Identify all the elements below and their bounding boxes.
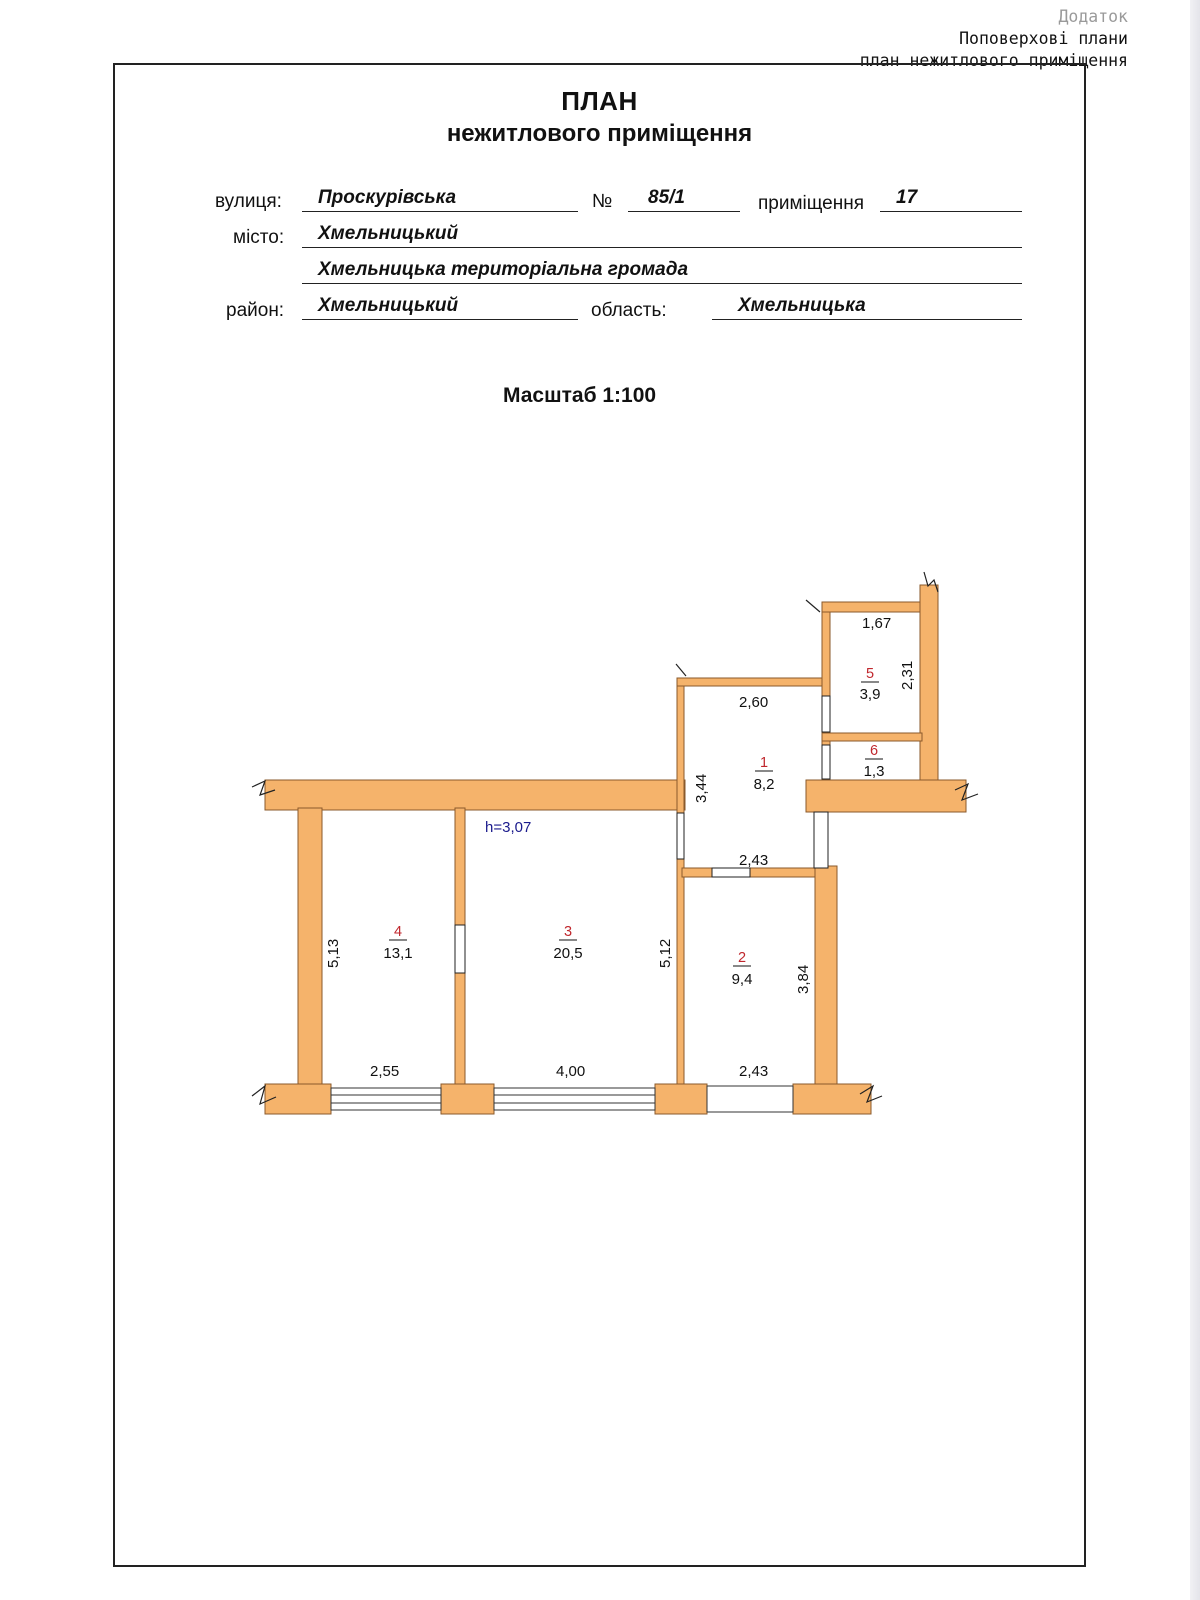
windows [331, 1086, 793, 1112]
room-area: 8,2 [753, 776, 775, 793]
oblast-label: область: [591, 300, 667, 321]
room-area: 1,3 [863, 763, 885, 780]
room-area: 20,5 [553, 945, 583, 962]
door-1-5 [822, 696, 830, 732]
dim-260: 2,60 [739, 694, 769, 711]
window-room4 [331, 1088, 441, 1110]
dim-255: 2,55 [370, 1063, 400, 1080]
oblast-value: Хмельницька [738, 295, 866, 316]
break-marks [252, 572, 978, 1104]
annex-line-1: Додаток [1058, 7, 1128, 26]
room-number: 4 [393, 924, 403, 940]
dim-243-top: 2,43 [739, 852, 769, 869]
room-label-6 [864, 743, 885, 780]
street-value: Проскурівська [318, 187, 457, 208]
door-entrance [814, 812, 828, 868]
scale-label: Масштаб 1:100 [503, 384, 657, 407]
wall-top [265, 780, 685, 810]
dim-512: 5,12 [657, 938, 674, 968]
room-label-4 [383, 924, 412, 962]
room-label-1 [754, 755, 775, 793]
wall-5-6 [822, 733, 922, 741]
room-number: 1 [759, 755, 769, 771]
city-label: місто: [233, 227, 285, 248]
wall-room1-top [677, 678, 825, 686]
room-area: 9,4 [731, 971, 753, 988]
wall-left [298, 808, 322, 1086]
annex-line-2: Поповерхові плани [959, 29, 1128, 48]
break-mark-room5 [806, 600, 820, 612]
break-mark-room1 [676, 664, 686, 676]
title-plan: ПЛАН [561, 86, 638, 116]
room-number: 5 [865, 666, 875, 682]
dim-231: 2,31 [899, 660, 916, 690]
wall-bottom-left [265, 1084, 331, 1114]
room-area: 13,1 [383, 945, 413, 962]
dim-400: 4,00 [556, 1063, 586, 1080]
dim-344: 3,44 [693, 773, 710, 803]
room-label-2 [732, 950, 753, 988]
city-value: Хмельницький [318, 223, 459, 244]
door-4-3 [455, 925, 465, 973]
room-label-5 [860, 666, 881, 703]
premises-label: приміщення [758, 193, 865, 214]
window-room3 [494, 1088, 655, 1110]
door-opening-room2 [707, 1086, 793, 1112]
dim-384: 3,84 [795, 964, 812, 994]
room-number: 6 [869, 743, 879, 759]
title-subtitle: нежитлового приміщення [446, 120, 753, 147]
dim-513: 5,13 [325, 938, 342, 968]
wall-partition-3-2 [677, 680, 684, 1086]
room-area: 3,9 [859, 686, 881, 703]
room-number: 3 [563, 924, 573, 940]
ceiling-height: h=3,07 [485, 819, 532, 836]
wall-right-block [806, 780, 966, 812]
number-label: № [592, 191, 613, 212]
premises-value: 17 [896, 187, 918, 208]
room-label-3 [553, 924, 582, 962]
street-label: вулиця: [215, 191, 282, 212]
wall-bottom-mid1 [441, 1084, 494, 1114]
wall-bottom-right [793, 1084, 871, 1114]
district-label: район: [226, 300, 285, 321]
number-value: 85/1 [648, 187, 685, 208]
annex-line-3: план нежитлового приміщення [859, 51, 1128, 70]
wall-right-upper [920, 585, 938, 807]
door-1-6 [822, 745, 830, 779]
wall-room2-right [815, 866, 837, 1086]
wall-bottom-mid2 [655, 1084, 707, 1114]
door-3-1 [677, 813, 684, 859]
dim-167: 1,67 [862, 615, 892, 632]
district-value: Хмельницький [318, 295, 459, 316]
room-number: 2 [737, 950, 747, 966]
wall-room5-top [822, 602, 932, 612]
community-value: Хмельницька територіальна громада [318, 259, 689, 280]
walls [265, 585, 966, 1114]
dim-243-bottom: 2,43 [739, 1063, 769, 1080]
door-1-2 [712, 868, 750, 877]
